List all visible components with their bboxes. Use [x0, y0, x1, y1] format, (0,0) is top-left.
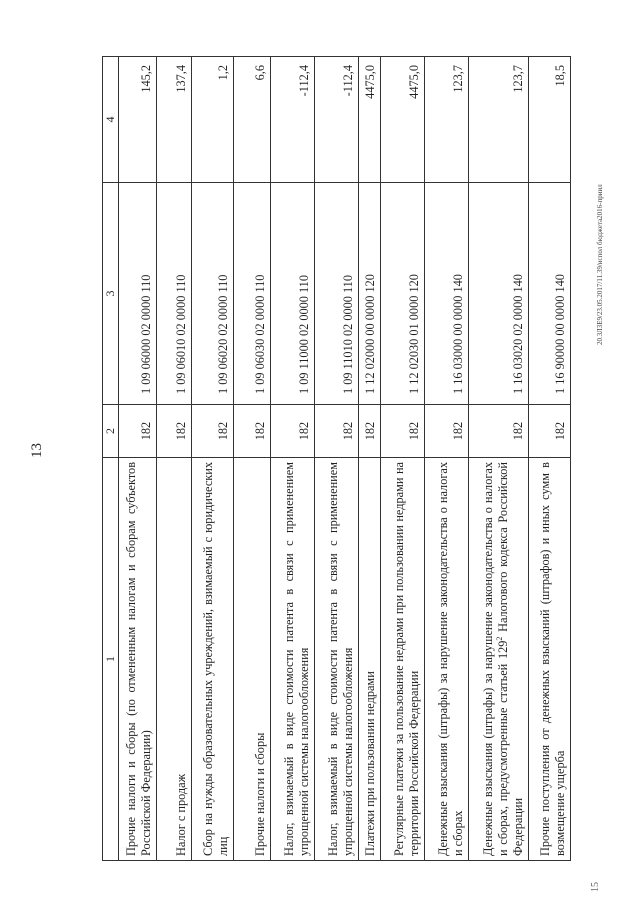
- row-kbk: 1 09 06010 02 0000 110: [157, 183, 192, 405]
- table-row: [425, 57, 469, 861]
- row-kbk: 1 09 11000 02 0000 110: [271, 183, 315, 405]
- row-kbk: 1 09 06000 02 0000 110: [119, 183, 157, 405]
- row-kbk: 1 16 03000 00 0000 140: [425, 183, 469, 405]
- row-name: Налог, взимаемый в виде стоимости патента в связи с применением упрощенной системы налогообложения: [315, 458, 359, 861]
- table-row: [469, 57, 529, 861]
- row-sum: 145,2: [119, 57, 157, 183]
- row-admin-code: 182: [469, 405, 529, 458]
- revenue-table-container: [102, 57, 571, 861]
- row-admin-code: 182: [271, 405, 315, 458]
- row-name-part: Налогового кодекса Российской Федерации: [496, 462, 525, 856]
- table-row: [271, 57, 315, 861]
- footer-page-mark: 15: [590, 882, 601, 892]
- table-row: [359, 57, 381, 861]
- row-name: Прочие налоги и сборы: [234, 458, 271, 861]
- column-header: 4: [103, 57, 119, 183]
- row-sum: 18,5: [529, 57, 571, 183]
- row-admin-code: 182: [359, 405, 381, 458]
- row-admin-code: 182: [425, 405, 469, 458]
- row-name: Платежи при пользовании недрами: [359, 458, 381, 861]
- row-admin-code: 182: [381, 405, 425, 458]
- table-row: [119, 57, 157, 861]
- row-name: Прочие поступления от денежных взысканий (штрафов) и иных сумм в возмещение ущерба: [529, 458, 571, 861]
- row-name: Сбор на нужды образовательных учреждений, взимаемый с юридических лиц: [192, 458, 234, 861]
- footer-file-path: 20.ЗЛЗЕ9/23.05.2017/11.39/испол бюджета2016-приил: [596, 184, 604, 345]
- row-kbk: 1 09 11010 02 0000 110: [315, 183, 359, 405]
- row-sum: 6,6: [234, 57, 271, 183]
- row-sum: -112,4: [271, 57, 315, 183]
- row-admin-code: 182: [119, 405, 157, 458]
- table-row: [529, 57, 571, 861]
- table-row: [234, 57, 271, 861]
- row-sum: 137,4: [157, 57, 192, 183]
- row-kbk: 1 16 90000 00 0000 140: [529, 183, 571, 405]
- table-row: [381, 57, 425, 861]
- row-admin-code: 182: [157, 405, 192, 458]
- row-name: Прочие налоги и сборы (по отмененным налогам и сборам субъектов Российской Федерации): [119, 458, 157, 861]
- row-admin-code: 182: [529, 405, 571, 458]
- table-header-row: [103, 57, 119, 861]
- row-name: Денежные взыскания (штрафы) за нарушение законодательства о налогах и сборах: [425, 458, 469, 861]
- row-name: [469, 458, 529, 861]
- row-sum: -112,4: [315, 57, 359, 183]
- row-admin-code: 182: [234, 405, 271, 458]
- row-name: Регулярные платежи за пользование недрами при пользовании недрами на территории Российской Федерации: [381, 458, 425, 861]
- row-kbk: 1 09 06020 02 0000 110: [192, 183, 234, 405]
- table-row: [157, 57, 192, 861]
- page-number: 13: [29, 443, 45, 458]
- column-header: 3: [103, 183, 119, 405]
- row-name: Налог с продаж: [157, 458, 192, 861]
- table-row: [315, 57, 359, 861]
- row-kbk: 1 09 06030 02 0000 110: [234, 183, 271, 405]
- row-name-superscript: 2: [494, 636, 504, 641]
- column-header: 2: [103, 405, 119, 458]
- row-sum: 4475,0: [381, 57, 425, 183]
- row-admin-code: 182: [315, 405, 359, 458]
- row-sum: 4475,0: [359, 57, 381, 183]
- column-header: 1: [103, 458, 119, 861]
- row-sum: 1,2: [192, 57, 234, 183]
- row-kbk: 1 12 02000 00 0000 120: [359, 183, 381, 405]
- revenue-table: [102, 56, 571, 861]
- row-admin-code: 182: [192, 405, 234, 458]
- table-row: [192, 57, 234, 861]
- row-kbk: 1 12 02030 01 0000 120: [381, 183, 425, 405]
- row-sum: 123,7: [425, 57, 469, 183]
- row-name-part: Денежные взыскания (штрафы) за нарушение законодательства о налогах и сборах, предусмотренные статьей 129: [481, 462, 510, 856]
- row-sum: 123,7: [469, 57, 529, 183]
- row-name: Налог, взимаемый в виде стоимости патента в связи с применением упрощенной системы налогообложения: [271, 458, 315, 861]
- row-kbk: 1 16 03020 02 0000 140: [469, 183, 529, 405]
